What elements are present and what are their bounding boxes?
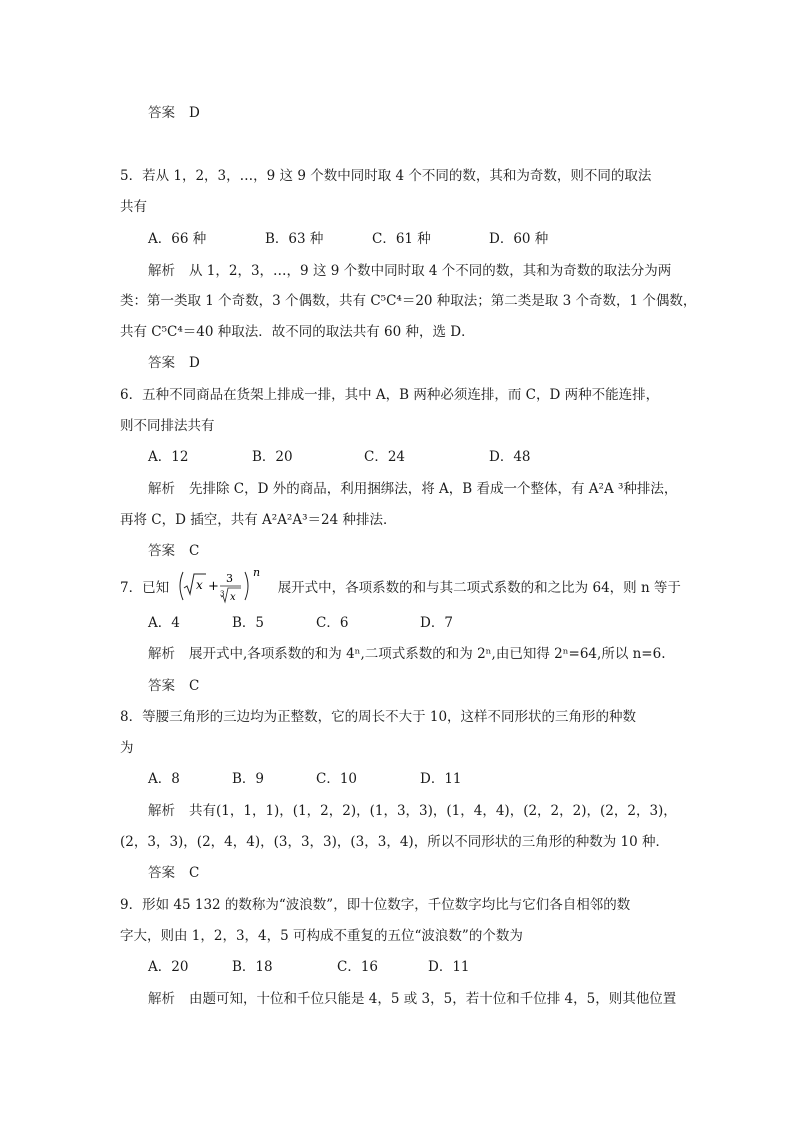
text-line — [120, 166, 651, 186]
line-text: 类：第一类取 1 个奇数，3 个偶数，共有 C⁵C⁴＝20 种取法；第二类是取 3 个奇数，1 个偶数， — [120, 293, 697, 309]
option-b: B．9 — [232, 771, 265, 787]
text-line — [120, 832, 669, 852]
line-text: 共有 — [120, 199, 147, 215]
option-c: C．61 种 — [372, 231, 431, 247]
q7-exponent: n — [253, 566, 261, 579]
q7-text: 展开式中，各项系数的和与其二项式系数的和之比为 64，则 n 等于 — [277, 580, 681, 596]
line-text: C — [189, 865, 200, 881]
text-line — [148, 541, 199, 561]
question-7-stem — [120, 566, 681, 606]
line-text: 共有(1，1，1)，(1，2，2)，(1，3，3)，(1，4，4)，(2，2，2)，(2，2，3)， — [189, 803, 677, 819]
text-line — [120, 416, 215, 436]
line-text: C — [189, 543, 200, 559]
analysis-label: 解析 — [148, 481, 175, 497]
option-b: B．18 — [232, 959, 273, 975]
option-d: D．60 种 — [489, 231, 549, 247]
line-text: D — [189, 355, 200, 371]
line-text: 再将 C，D 插空，共有 A²A²A³＝24 种排法． — [120, 512, 397, 528]
q7-binomial-formula — [173, 566, 273, 606]
answer-label: 答案 — [148, 678, 175, 694]
option-d: D．11 — [428, 959, 470, 975]
analysis-label: 解析 — [148, 991, 175, 1007]
q7-root-index: 3 — [220, 590, 225, 598]
option-c: C．24 — [364, 449, 406, 465]
option-b: B．20 — [252, 449, 293, 465]
line-text: 由题可知，十位和千位只能是 4，5 或 3，5，若十位和千位排 4，5，则其他位置 — [189, 991, 677, 1007]
q7-prefix: 7．已知 — [120, 580, 170, 596]
text-line — [120, 510, 396, 530]
q7-radicand: x — [196, 578, 204, 592]
line-text: 9．形如 45 132 的数称为“波浪数”，即十位数字，千位数字均比与它们各自相邻的数 — [120, 897, 631, 913]
line-text: 展开式中,各项系数的和为 4ⁿ,二项式系数的和为 2ⁿ,由已知得 2ⁿ=64,所以 n=6. — [189, 646, 666, 662]
text-line — [148, 479, 677, 499]
text-line — [148, 644, 666, 664]
text-line — [120, 707, 636, 727]
analysis-label: 解析 — [148, 646, 175, 662]
analysis-label: 解析 — [148, 803, 175, 819]
option-c: C．16 — [337, 959, 379, 975]
line-text: 则不同排法共有 — [120, 418, 215, 434]
text-line — [120, 322, 475, 342]
option-a: A．20 — [148, 959, 189, 975]
line-text: 共有 C⁵C⁴＝40 种取法．故不同的取法共有 60 种，选 D． — [120, 324, 475, 340]
text-line — [148, 676, 199, 696]
q7-numerator: 3 — [226, 572, 234, 585]
option-a: A．4 — [148, 615, 180, 631]
text-line — [148, 863, 199, 883]
line-text: 先排除 C，D 外的商品，利用捆绑法，将 A，B 看成一个整体，有 A²A ³种排法， — [189, 481, 678, 497]
line-text: 6．五种不同商品在货架上排成一排，其中 A，B 两种必须连排，而 C，D 两种不能连排， — [120, 387, 660, 403]
text-line — [120, 926, 523, 946]
answer-label: 答案 — [148, 355, 175, 371]
option-b: B．5 — [232, 615, 265, 631]
option-c: C．10 — [316, 771, 358, 787]
text-line — [148, 989, 676, 1009]
option-d: D．11 — [420, 771, 462, 787]
line-text: 从 1，2，3，…，9 这 9 个数中同时取 4 个不同的数，其和为奇数的取法分为两 — [189, 263, 672, 279]
line-text: 为 — [120, 740, 134, 756]
text-line — [148, 801, 677, 821]
option-a: A．12 — [148, 449, 189, 465]
q7-denominator-radicand: x — [230, 592, 237, 603]
option-c: C．6 — [316, 615, 349, 631]
line-text: D — [189, 105, 200, 121]
option-d: D．7 — [420, 615, 453, 631]
text-line — [120, 197, 147, 217]
option-d: D．48 — [489, 449, 531, 465]
line-text: (2，3，3)，(2，4，4)，(3，3，3)，(3，3，4)，所以不同形状的三角形的种数为 10 种． — [120, 834, 669, 850]
line-text: C — [189, 678, 200, 694]
text-line — [148, 103, 200, 123]
line-text: 5．若从 1，2，3，…，9 这 9 个数中同时取 4 个不同的数，其和为奇数，则不同的取法 — [120, 168, 652, 184]
answer-label: 答案 — [148, 543, 175, 559]
text-line — [148, 261, 671, 281]
line-text: 字大，则由 1，2，3，4，5 可构成不重复的五位“波浪数”的个数为 — [120, 928, 523, 944]
option-a: A．66 种 — [148, 231, 207, 247]
text-line — [120, 385, 659, 405]
line-text: 8．等腰三角形的三边均为正整数，它的周长不大于 10，这样不同形状的三角形的种数 — [120, 709, 637, 725]
text-line — [120, 738, 134, 758]
option-b: B．63 种 — [265, 231, 324, 247]
text-line — [120, 291, 696, 311]
q7-plus: + — [208, 579, 220, 594]
text-line — [148, 353, 200, 373]
answer-label: 答案 — [148, 865, 175, 881]
analysis-label: 解析 — [148, 263, 175, 279]
text-line — [120, 895, 630, 915]
option-a: A．8 — [148, 771, 180, 787]
answer-label: 答案 — [148, 105, 175, 121]
